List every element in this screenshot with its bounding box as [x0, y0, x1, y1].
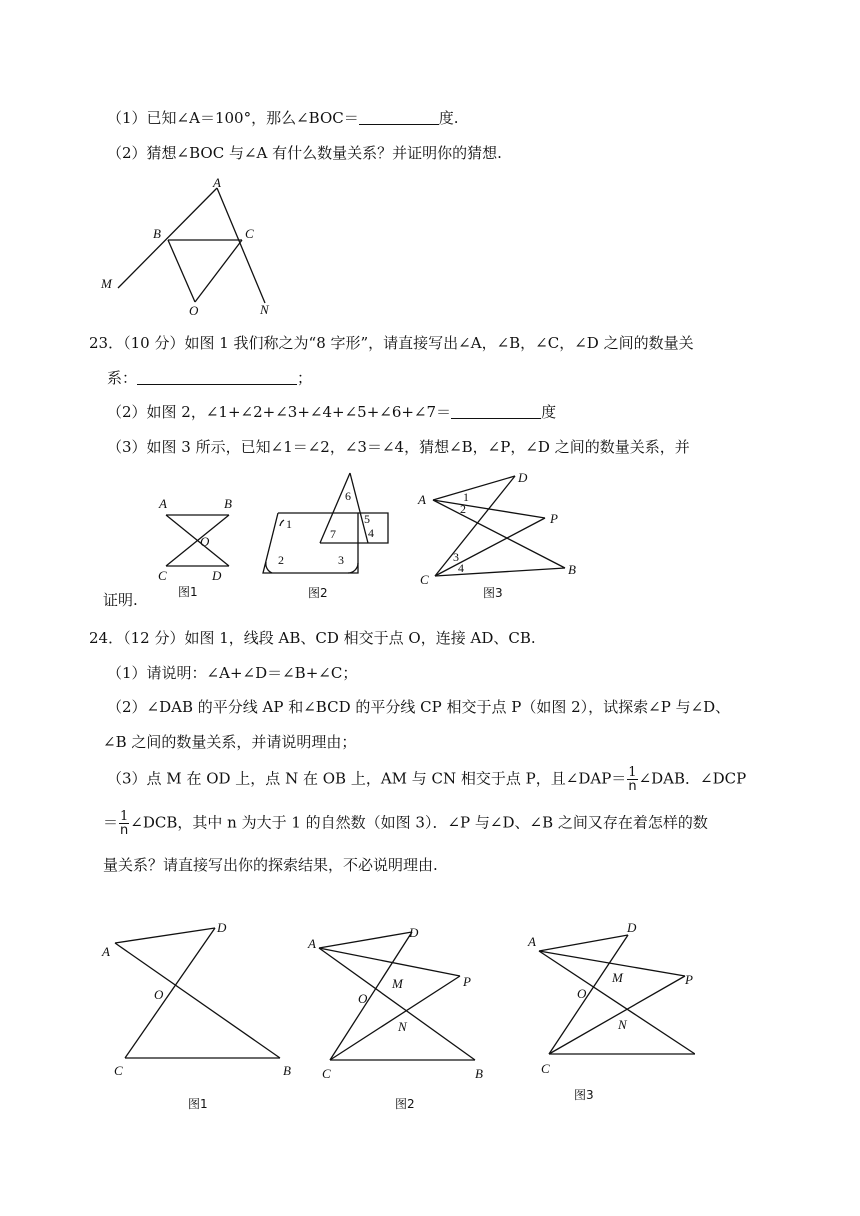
q24-figure-1	[100, 918, 310, 1118]
fig2-label-2: 2	[278, 553, 284, 567]
q24-part2: （2）∠DAB 的平分线 AP 和∠BCD 的平分线 CP 相交于点 P（如图 2），试探索∠P 与∠D、	[107, 698, 731, 716]
fig22-label-c: C	[245, 226, 254, 241]
fig22-label-b: B	[153, 226, 161, 241]
q24-figure-2	[305, 918, 505, 1118]
segment-AB	[539, 951, 695, 1054]
fraction-denominator: n	[120, 823, 129, 838]
q24-fig3-label-n: N	[618, 1017, 627, 1032]
q23-part2	[107, 402, 556, 422]
q24-fig3-label-p: P	[685, 972, 693, 987]
q24-fig1-label-a: A	[102, 944, 110, 959]
q24-fig1-label-b: B	[283, 1063, 291, 1078]
fig1-label-o: O	[200, 534, 210, 549]
segment-CP	[435, 518, 545, 576]
q23-heading-line2	[107, 368, 312, 388]
q24-fig2-label-b: B	[475, 1066, 483, 1081]
q24-fig3-label-a: A	[528, 934, 536, 949]
line-AM	[118, 188, 217, 288]
q23-heading-line2-suffix: ；	[297, 369, 313, 387]
q22-part1-suffix: 度.	[438, 109, 459, 127]
q24-fig3-caption: 图3	[574, 1088, 594, 1102]
segment-CO	[195, 240, 242, 302]
angle-arc-1	[280, 520, 284, 526]
segment-AD	[433, 476, 515, 500]
segment-DC	[549, 935, 628, 1054]
q24-fig3-label-c: C	[541, 1061, 550, 1076]
fig2-label-7: 7	[330, 527, 336, 541]
q24-part3-text-b: ∠DAB．∠DCP	[638, 769, 747, 788]
fig3-label-d: D	[518, 470, 528, 485]
q23-part2-suffix: 度	[541, 403, 557, 421]
q23-part3-line2: 证明.	[103, 591, 138, 609]
q22-figure	[100, 175, 280, 318]
fig2-label-6: 6	[345, 489, 351, 503]
q22-part1-text: （1）已知∠A＝100°，那么∠BOC＝	[107, 109, 359, 127]
angle-arc-2	[266, 562, 272, 573]
answer-blank	[451, 403, 541, 419]
fig3-label-3: 3	[453, 550, 459, 564]
q24-figure-3	[525, 918, 695, 1108]
segment-AD	[319, 932, 412, 948]
q23-part2-text: （2）如图 2，∠1+∠2+∠3+∠4+∠5+∠6+∠7＝	[107, 403, 452, 421]
segment-DC	[330, 932, 412, 1060]
answer-blank	[137, 369, 297, 385]
q24-part3-line3: 量关系？请直接写出你的探索结果，不必说明理由.	[103, 856, 438, 874]
q24-part3-text-a: （3）点 M 在 OD 上，点 N 在 OB 上，AM 与 CN 相交于点 P，且∠DAP＝	[107, 769, 627, 788]
fig1-label-c: C	[158, 568, 167, 583]
segment-AP	[319, 948, 460, 976]
line-AN	[217, 188, 265, 303]
q24-heading: 24．（12 分）如图 1，线段 AB、CD 相交于点 O，连接 AD、CB.	[89, 629, 536, 647]
fig3-label-4: 4	[458, 561, 464, 575]
segment-CB	[435, 568, 565, 576]
fig1-caption: 图1	[178, 585, 198, 599]
fig2-caption: 图2	[308, 586, 328, 600]
segment-DC	[435, 476, 515, 576]
fig3-label-c: C	[420, 572, 429, 587]
q24-fig1-caption: 图1	[188, 1097, 208, 1111]
q22-part2: （2）猜想∠BOC 与∠A 有什么数量关系？并证明你的猜想.	[107, 144, 502, 162]
q24-fig2-caption: 图2	[395, 1097, 415, 1111]
fraction-1-over-n	[627, 766, 637, 793]
segment-AD	[115, 928, 215, 943]
fig3-label-p: P	[550, 511, 558, 526]
q24-part1: （1）请说明：∠A+∠D＝∠B+∠C；	[107, 664, 358, 682]
fig2-label-4: 4	[368, 526, 374, 540]
fig22-label-a: A	[213, 175, 221, 190]
q23-figure-1	[152, 494, 242, 604]
q24-fig3-label-d: D	[627, 920, 637, 935]
fig1-label-b: B	[224, 496, 232, 511]
fraction-denominator: n	[628, 779, 637, 794]
fig2-label-1: 1	[286, 517, 292, 531]
fig3-label-b: B	[568, 562, 576, 577]
fig3-label-a: A	[418, 492, 426, 507]
q24-part3-line2-text-a: ＝	[103, 813, 119, 832]
q24-part2-line2: ∠B 之间的数量关系，并请说明理由；	[103, 733, 357, 751]
q24-fig1-label-d: D	[217, 920, 227, 935]
q24-part3	[107, 766, 746, 793]
segment-AB	[319, 948, 475, 1060]
fig1-label-d: D	[212, 568, 222, 583]
fraction-numerator: 1	[628, 765, 637, 780]
q24-fig2-label-o: O	[358, 991, 368, 1006]
q22-part1	[107, 108, 459, 128]
fig2-label-3: 3	[338, 553, 344, 567]
segment-AB	[115, 943, 280, 1058]
q24-fig2-label-c: C	[322, 1066, 331, 1081]
fig22-label-m: M	[101, 276, 112, 291]
segment-DC	[125, 928, 215, 1058]
q24-part3-line2-text-b: ∠DCB，其中 n 为大于 1 的自然数（如图 3）．∠P 与∠D、∠B 之间又存在着怎样的数	[130, 813, 708, 832]
q24-fig3-label-o: O	[577, 986, 587, 1001]
q24-fig2-label-p: P	[463, 974, 471, 989]
q24-fig3-label-m: M	[612, 970, 623, 985]
q23-figure-3	[415, 468, 595, 603]
segment-BO	[168, 240, 195, 302]
fig3-caption: 图3	[483, 586, 503, 600]
fig3-label-2: 2	[460, 502, 466, 516]
q24-fig2-label-n: N	[398, 1019, 407, 1034]
segment-CP	[549, 976, 685, 1054]
fig3-label-1: 1	[463, 490, 469, 504]
q24-part3-line2	[103, 810, 708, 837]
fig22-label-n: N	[260, 302, 269, 317]
q23-heading: 23．（10 分）如图 1 我们称之为“8 字形”，请直接写出∠A，∠B，∠C，∠D 之间的数量关	[89, 334, 694, 352]
fig2-label-5: 5	[364, 512, 370, 526]
q24-fig2-label-m: M	[392, 976, 403, 991]
triangle-side-right	[350, 473, 368, 543]
q24-fig1-label-c: C	[114, 1063, 123, 1078]
q23-heading-line2-text: 系：	[107, 369, 138, 387]
q23-part3: （3）如图 3 所示，已知∠1＝∠2，∠3＝∠4，猜想∠B，∠P，∠D 之间的数量关系，并	[107, 438, 690, 456]
fig1-label-a: A	[159, 496, 167, 511]
fraction-numerator: 1	[120, 809, 129, 824]
fraction-1-over-n	[119, 810, 129, 837]
q24-fig2-label-a: A	[308, 936, 316, 951]
segment-AD	[539, 935, 628, 951]
fig22-label-o: O	[189, 303, 199, 318]
q23-figure-2	[258, 468, 398, 603]
q24-fig1-label-o: O	[154, 987, 164, 1002]
answer-blank	[359, 109, 439, 125]
angle-arc-3	[348, 563, 358, 573]
q24-fig2-label-d: D	[409, 925, 419, 940]
